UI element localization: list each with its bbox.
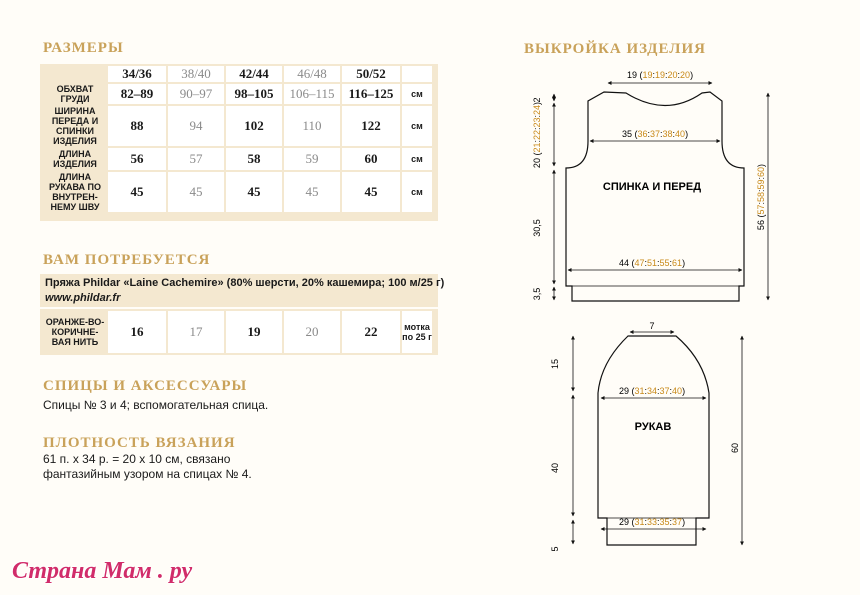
yarn-label: ОРАНЖЕ-ВО-КОРИЧНЕ-ВАЯ НИТЬ [44, 311, 106, 353]
row-value: 102 [226, 106, 282, 146]
yarn-value: 19 [226, 311, 282, 353]
sizes-heading: РАЗМЕРЫ [43, 40, 124, 56]
sleeve-total-length-label: 60 [730, 442, 740, 454]
sleeve-lower-width-label: 29 (31:33:35:37) [618, 517, 686, 527]
armhole-height-label: 20 (21:22:23:24) [532, 101, 542, 169]
materials-heading: ВАМ ПОТРЕБУЕТСЯ [43, 252, 211, 268]
sleeve-cap-height-label: 15 [550, 358, 560, 370]
sleeve-body-length-label: 40 [550, 462, 560, 474]
sleeve-upper-width-label: 29 (31:34:37:40) [618, 386, 686, 396]
row-label: ДЛИНА РУКАВА ПО ВНУТРЕН-НЕМУ ШВУ [44, 172, 106, 212]
row-value: 58 [226, 148, 282, 170]
row-value: 45 [284, 172, 340, 212]
side-length-label: 30,5 [532, 219, 542, 237]
row-value: 116–125 [342, 84, 400, 104]
row-value: 88 [108, 106, 166, 146]
row-value: 45 [226, 172, 282, 212]
row-label: ШИРИНА ПЕРЕДА И СПИНКИ ИЗДЕЛИЯ [44, 106, 106, 146]
row-value: 122 [342, 106, 400, 146]
row-label: ДЛИНА ИЗДЕЛИЯ [44, 148, 106, 170]
yarn-value: 16 [108, 311, 166, 353]
row-value: 45 [168, 172, 224, 212]
body-title: СПИНКА И ПЕРЕД [602, 181, 702, 193]
row-label: ОБХВАТ ГРУДИ [44, 84, 106, 104]
gauge-heading: ПЛОТНОСТЬ ВЯЗАНИЯ [43, 435, 236, 451]
total-length-label: 56 (57:58:59:60) [756, 163, 766, 231]
row-unit: см [402, 172, 432, 212]
pattern-heading: ВЫКРОЙКА ИЗДЕЛИЯ [524, 41, 706, 57]
yarn-description: Пряжа Phildar «Laine Cachemire» (80% шерсти, 20% кашемира; 100 м/25 г) [45, 277, 445, 289]
row-unit: см [402, 84, 432, 104]
size-header: 34/36 [108, 66, 166, 82]
shoulder-width-label: 35 (36:37:38:40) [621, 129, 689, 139]
size-header: 50/52 [342, 66, 400, 82]
neck-width-label: 19 (19:19:20:20) [626, 70, 694, 80]
gauge-text-1: 61 п. х 34 р. = 20 х 10 см, связано [43, 452, 231, 466]
yarn-url[interactable]: www.phildar.fr [45, 292, 121, 304]
sleeve-top-width-label: 7 [649, 321, 655, 331]
row-value: 57 [168, 148, 224, 170]
needles-text: Спицы № 3 и 4; вспомогательная спица. [43, 398, 269, 412]
yarn-value: 22 [342, 311, 400, 353]
watermark-logo: Страна Мам . ру [12, 558, 193, 584]
sleeve-cuff-height-label: 5 [550, 546, 560, 552]
row-value: 60 [342, 148, 400, 170]
row-value: 98–105 [226, 84, 282, 104]
row-value: 56 [108, 148, 166, 170]
sleeve-title: РУКАВ [634, 421, 672, 433]
row-value: 90–97 [168, 84, 224, 104]
row-value: 94 [168, 106, 224, 146]
yarn-value: 20 [284, 311, 340, 353]
row-value: 82–89 [108, 84, 166, 104]
size-header: 42/44 [226, 66, 282, 82]
row-value: 45 [108, 172, 166, 212]
row-value: 106–115 [284, 84, 340, 104]
row-value: 59 [284, 148, 340, 170]
row-value: 110 [284, 106, 340, 146]
row-unit: см [402, 148, 432, 170]
row-value: 45 [342, 172, 400, 212]
hem-width-label: 44 (47:51:55:61) [618, 258, 686, 268]
size-header: 38/40 [168, 66, 224, 82]
gauge-text-2: фантазийным узором на спицах № 4. [43, 467, 252, 481]
needles-heading: СПИЦЫ И АКСЕССУАРЫ [43, 378, 248, 394]
yarn-unit: мотка по 25 г [402, 311, 432, 353]
rib-height-label: 3,5 [532, 287, 542, 301]
neck-depth-label: 2 [532, 97, 542, 103]
yarn-value: 17 [168, 311, 224, 353]
sleeve-outline [598, 336, 709, 545]
size-header: 46/48 [284, 66, 340, 82]
row-unit: см [402, 106, 432, 146]
